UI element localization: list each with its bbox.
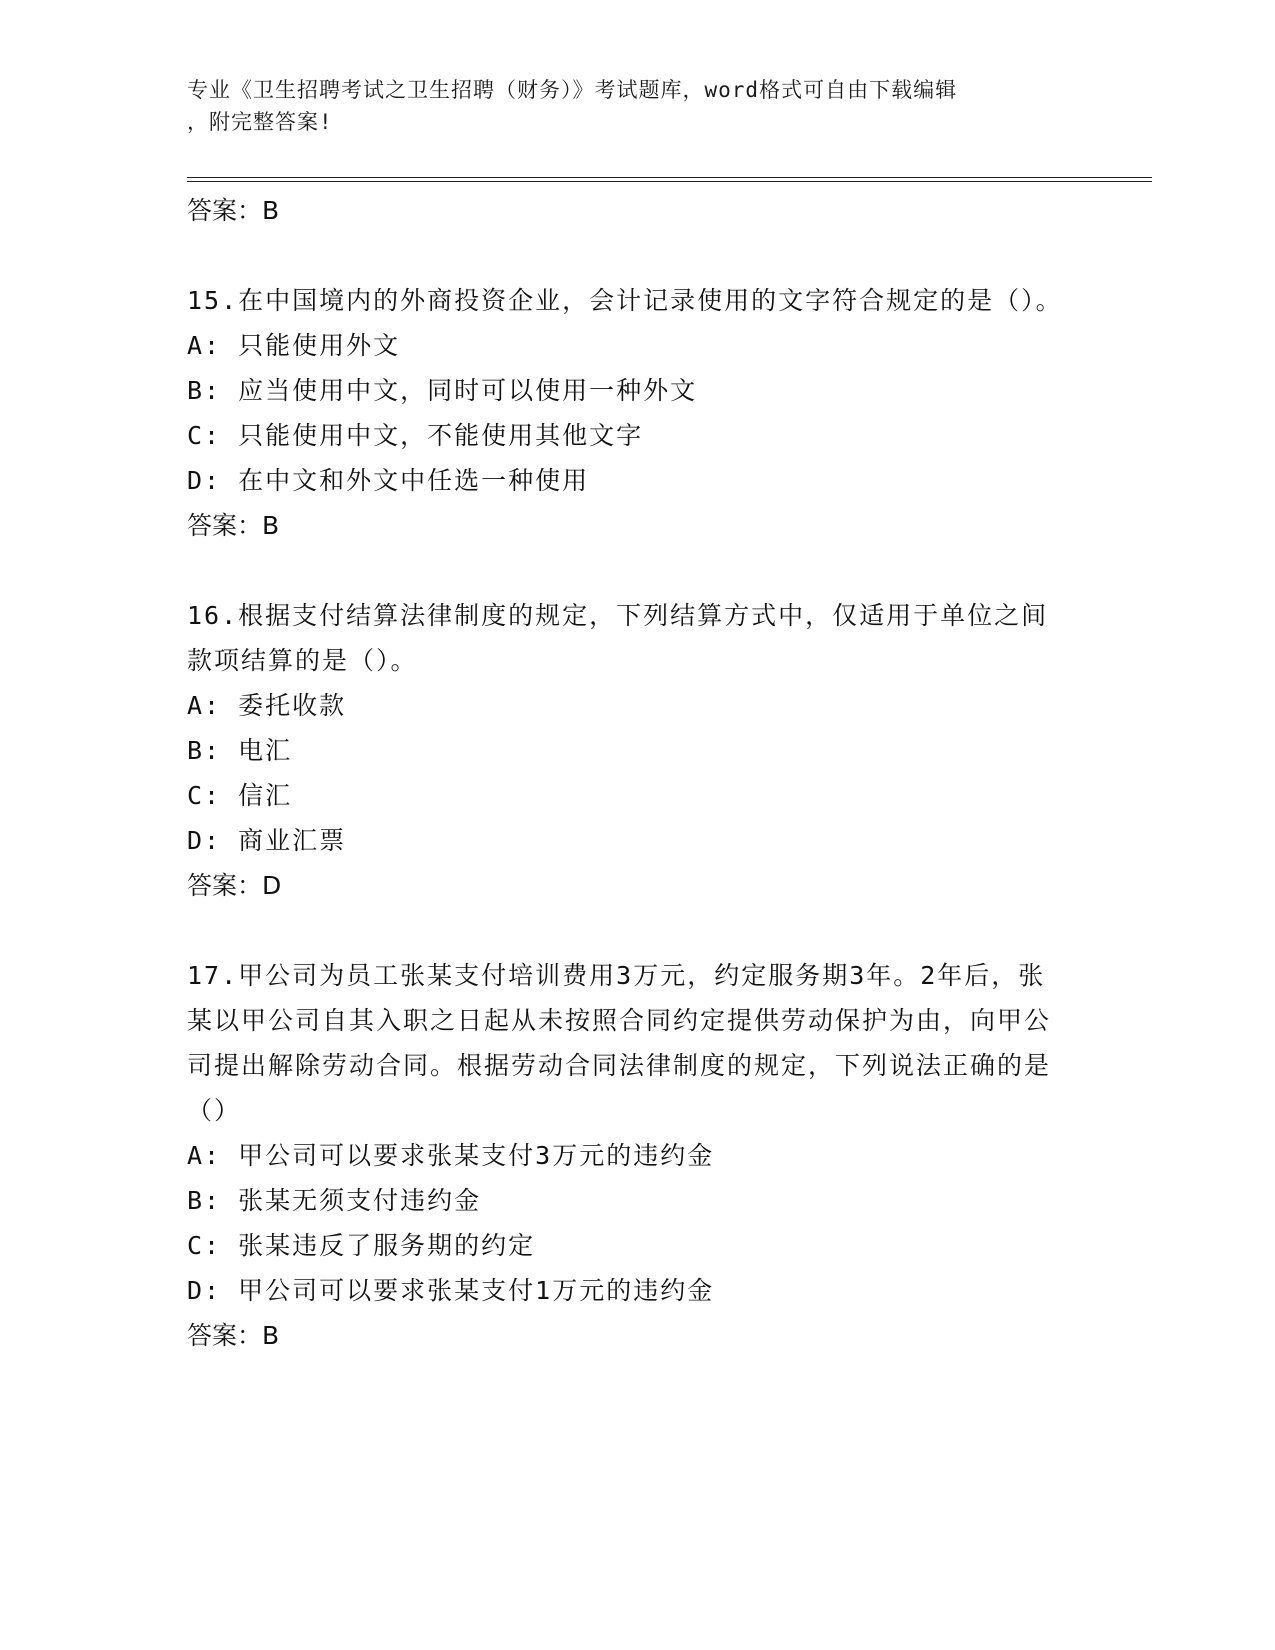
question-answer: 答案：B (187, 511, 280, 540)
page-header (187, 74, 1087, 138)
header-line-2: ，附完整答案! (187, 110, 333, 134)
option-d: D: 在中文和外文中任选一种使用 (187, 466, 590, 495)
option-b: B: 张某无须支付违约金 (187, 1186, 482, 1215)
question-16 (187, 593, 1087, 909)
option-b: B: 电汇 (187, 736, 293, 765)
header-divider (187, 177, 1152, 182)
option-a: A: 委托收款 (187, 691, 347, 720)
question-stem: 16.根据支付结算法律制度的规定，下列结算方式中，仅适用于单位之间款项结算的是（）。 (187, 601, 1049, 675)
question-stem: 15.在中国境内的外商投资企业，会计记录使用的文字符合规定的是（）。 (187, 286, 1063, 315)
question-stem: 17.甲公司为员工张某支付培训费用3万元，约定服务期3年。2年后，张某以甲公司自其入职之日起从未按照合同约定提供劳动保护为由，向甲公司提出解除劳动合同。根据劳动合同法律制度的规定，下列说法正确的是（） (187, 961, 1052, 1125)
option-c: C: 张某违反了服务期的约定 (187, 1231, 536, 1260)
option-c: C: 信汇 (187, 781, 293, 810)
option-b: B: 应当使用中文，同时可以使用一种外文 (187, 376, 698, 405)
option-d: D: 甲公司可以要求张某支付1万元的违约金 (187, 1276, 715, 1305)
header-line-1: 专业《卫生招聘考试之卫生招聘（财务）》考试题库，word格式可自由下载编辑 (187, 78, 958, 102)
option-c: C: 只能使用中文，不能使用其他文字 (187, 421, 644, 450)
question-answer: 答案：B (187, 1321, 280, 1350)
option-a: A: 甲公司可以要求张某支付3万元的违约金 (187, 1141, 715, 1170)
question-17 (187, 953, 1087, 1359)
option-d: D: 商业汇票 (187, 826, 347, 855)
previous-answer: 答案：B (187, 196, 280, 225)
question-answer: 答案：D (187, 871, 282, 900)
question-list (187, 188, 1087, 1359)
option-a: A: 只能使用外文 (187, 331, 401, 360)
question-15 (187, 278, 1087, 549)
